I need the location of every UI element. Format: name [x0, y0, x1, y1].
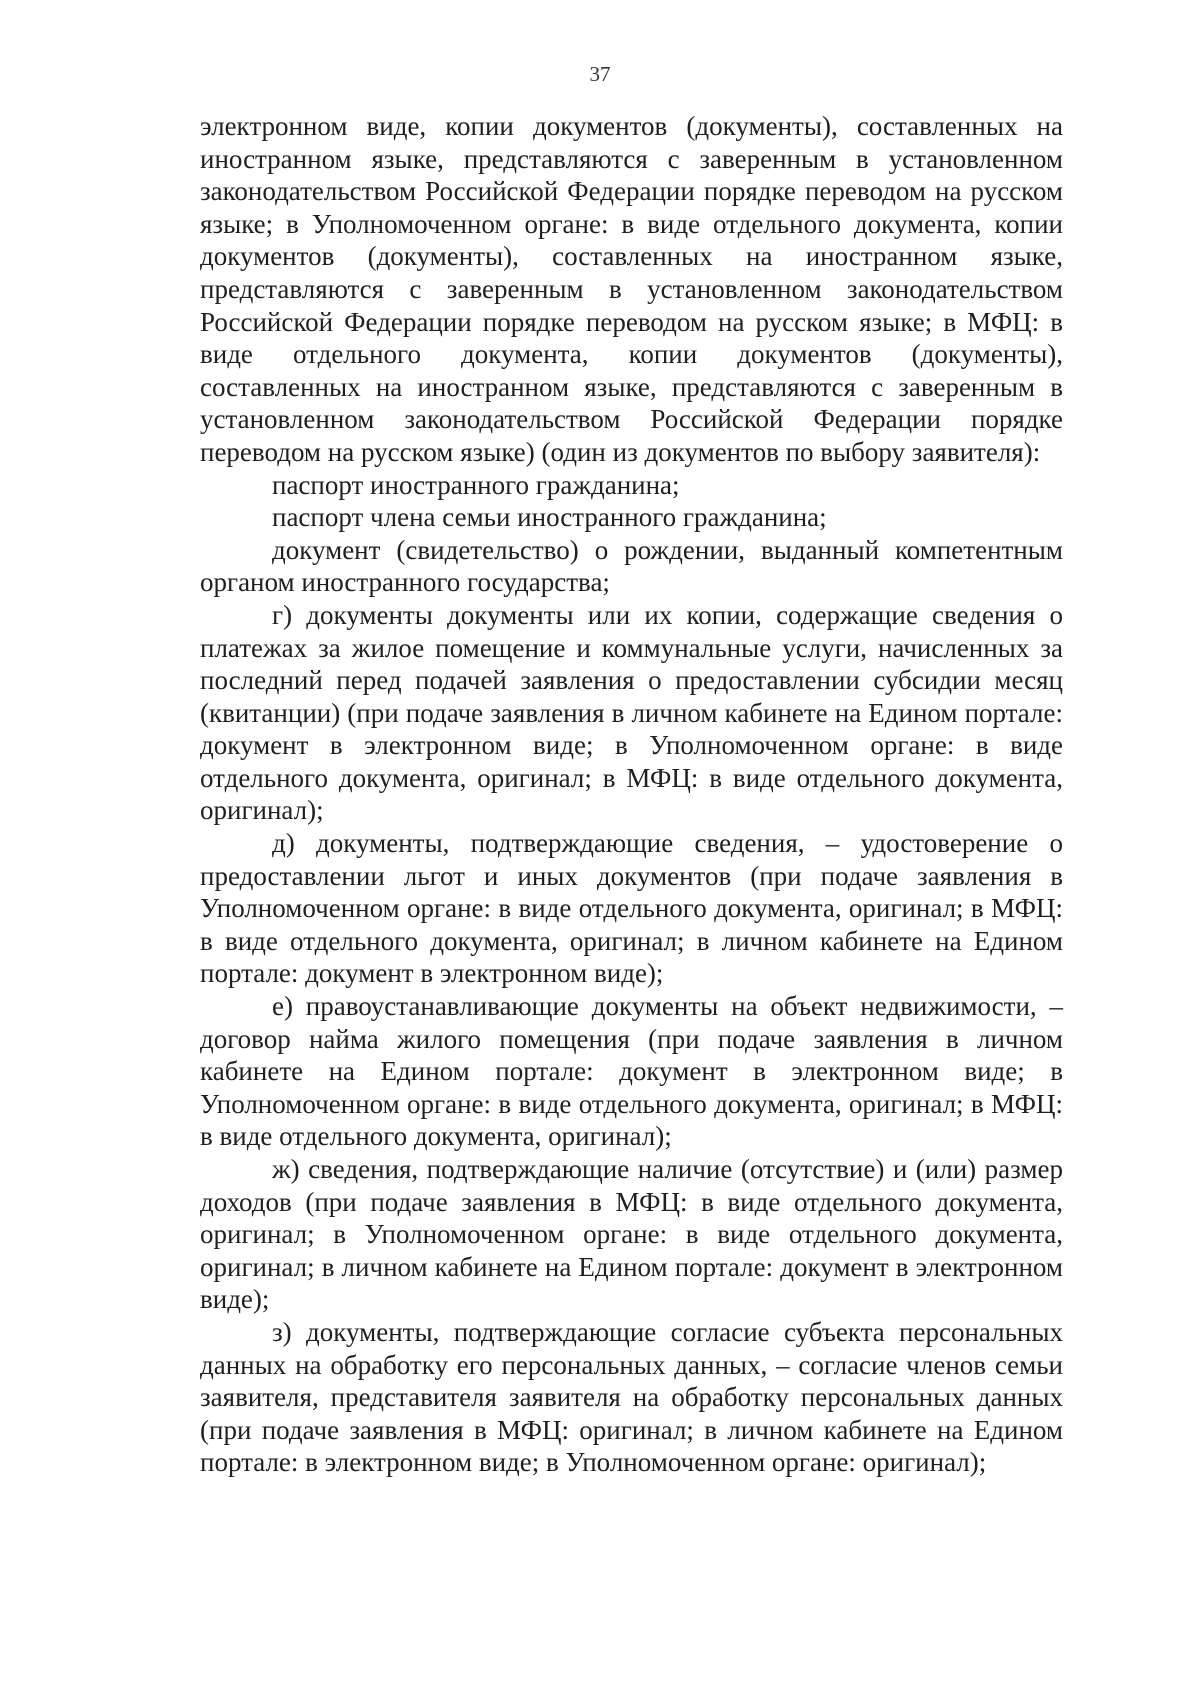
paragraph-item-e: е) правоустанавливающие документы на объект недвижимости, – договор найма жилого помещения (при подаче заявления в личном кабинете на Едином портале: документ в электронном виде; в Уполномоченном органе: в виде отдельного документа, оригинал; в МФЦ: в виде отдельного документа, оригинал);	[200, 991, 1063, 1152]
paragraph-item-z: з) документы, подтверждающие согласие субъекта персональных данных на обработку его персональных данных, – согласие членов семьи заявителя, представителя заявителя на обработку персональных данных (при подаче заявления в МФЦ: оригинал; в личном кабинете на Едином портале: в электронном виде; в Уполномоченном органе: оригинал);	[200, 1316, 1063, 1478]
document-body	[200, 110, 1063, 1479]
paragraph-item-g: г) документы документы или их копии, содержащие сведения о платежах за жилое помещение и коммунальные услуги, начисленных за последний перед подачей заявления о предоставлении субсидии месяц (квитанции) (при подаче заявления в личном кабинете на Едином портале: документ в электронном виде; в Уполномоченном органе: в виде отдельного документа, оригинал; в МФЦ: в виде отдельного документа, оригинал);	[200, 599, 1063, 826]
paragraph-passport-family: паспорт члена семьи иностранного гражданина;	[272, 502, 827, 533]
paragraph-birth-certificate: документ (свидетельство) о рождении, выданный компетентным органом иностранного государства;	[200, 534, 1063, 598]
paragraph-item-zh: ж) сведения, подтверждающие наличие (отсутствие) и (или) размер доходов (при подаче заявления в МФЦ: в виде отдельного документа, оригинал; в Уполномоченном органе: в виде отдельного документа, оригинал; в личном кабинете на Едином портале: документ в электронном виде);	[200, 1154, 1063, 1315]
paragraph-continuation: электронном виде, копии документов (документы), составленных на иностранном языке, представляются с заверенным в установленном законодательством Российской Федерации порядке переводом на русском языке; в Уполномоченном органе: в виде отдельного документа, копии документов (документы), составленных на иностранном языке, представляются с заверенным в установленном законодательством Российской Федерации порядке переводом на русском языке; в МФЦ: в виде отдельного документа, копии документов (документы), составленных на иностранном языке, представляются с заверенным в установленном законодательством Российской Федерации порядке переводом на русском языке) (один из документов по выбору заявителя):	[200, 111, 1063, 467]
paragraph-passport-foreign: паспорт иностранного гражданина;	[272, 469, 680, 500]
page-number: 37	[589, 62, 611, 86]
paragraph-item-d: д) документы, подтверждающие сведения, – удостоверение о предоставлении льгот и иных документов (при подаче заявления в Уполномоченном органе: в виде отдельного документа, оригинал; в МФЦ: в виде отдельного документа, оригинал; в личном кабинете на Едином портале: документ в электронном виде);	[200, 828, 1063, 989]
